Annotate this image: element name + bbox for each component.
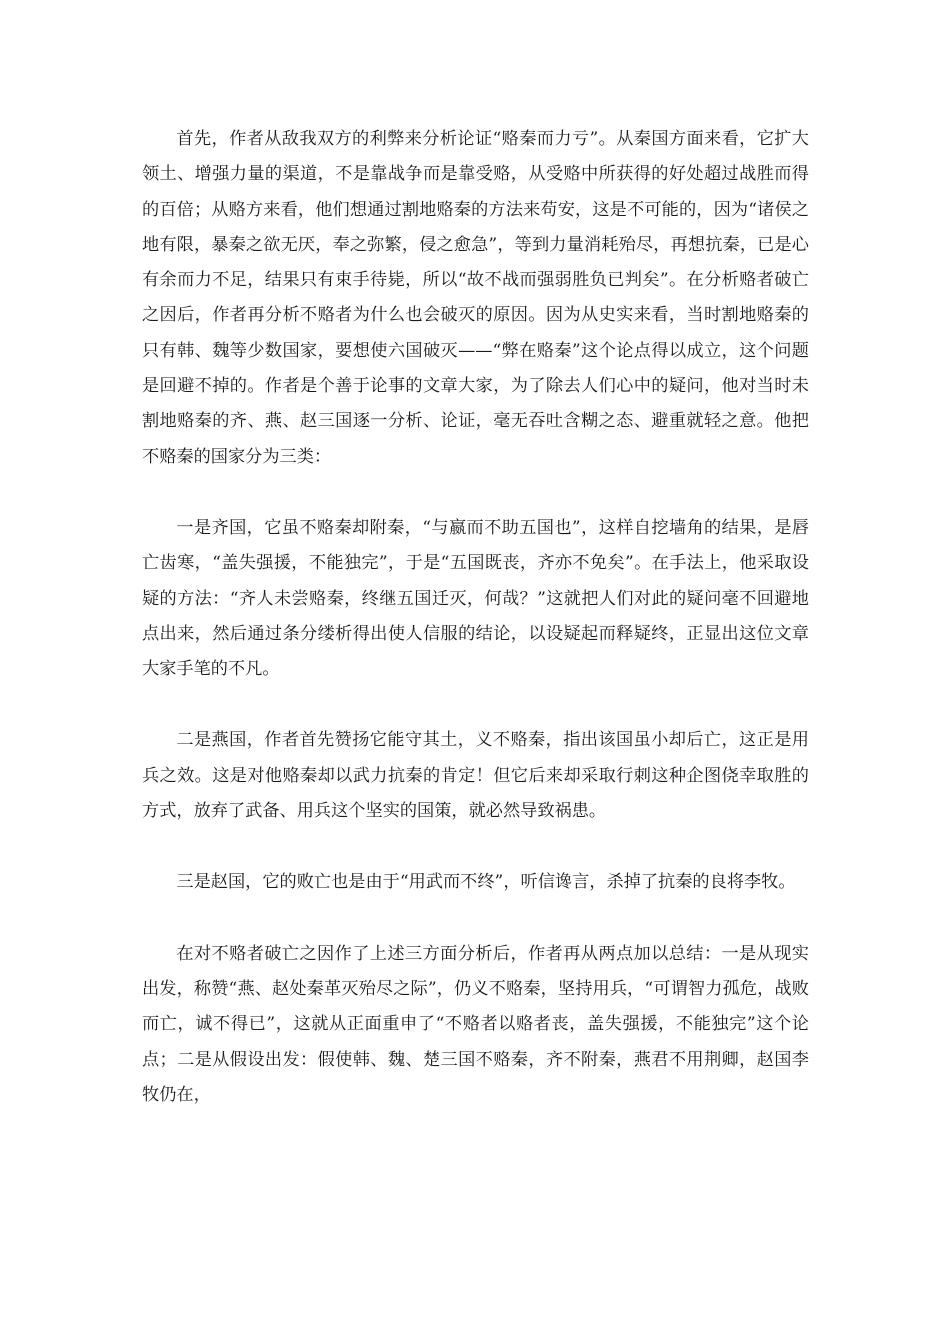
paragraph-spacer — [142, 475, 809, 511]
paragraph-spacer — [142, 901, 809, 937]
paragraph-2: 一是齐国，它虽不赂秦却附秦，“与嬴而不助五国也”，这样自挖墙角的结果，是唇亡齿寒，“盖失强援，不能独完”，于是“五国既丧，齐亦不免矣”。在手法上，他采取设疑的方法：“齐人未尝赂秦，终继五国迁灭，何哉？”这就把人们对此的疑问毫不回避地点出来，然后通过条分缕析得出使人信服的结论，以设疑起而释疑终，正显出这位文章大家手笔的不凡。 — [142, 517, 809, 680]
paragraph-spacer — [142, 829, 809, 865]
paragraph-4: 三是赵国，它的败亡也是由于“用武而不终”，听信谗言，杀掉了抗秦的良将李牧。 — [176, 872, 796, 893]
document-body — [142, 122, 809, 1113]
paragraph-spacer — [142, 687, 809, 723]
paragraph-5: 在对不赂者破亡之因作了上述三方面分析后，作者再从两点加以总结：一是从现实出发，称赞“燕、赵处秦革灭殆尽之际”，仍义不赂秦，坚持用兵，“可谓智力孤危，战败而亡，诚不得已”，这就从正面重申了“不赂者以赂者丧，盖失强援，不能独完”这个论点；二是从假设出发：假使韩、魏、楚三国不赂秦，齐不附秦，燕君不用荆卿，赵国李牧仍在， — [142, 943, 809, 1105]
paragraph-1: 首先，作者从敌我双方的利弊来分析论证“赂秦而力亏”。从秦国方面来看，它扩大领土、增强力量的渠道，不是靠战争而是靠受赂，从受赂中所获得的好处超过战胜而得的百倍；从赂方来看，他们想通过割地赂秦的方法来苟安，这是不可能的，因为“诸侯之地有限，暴秦之欲无厌，奉之弥繁，侵之愈急”，等到力量消耗殆尽，再想抗秦，已是心有余而力不足，结果只有束手待毙，所以“故不战而强弱胜负已判矣”。在分析赂者破亡之因后，作者再分析不赂者为什么也会破灭的原因。因为从史实来看，当时割地赂秦的只有韩、魏等少数国家，要想使六国破灭——“弊在赂秦”这个论点得以成立，这个问题是回避不掉的。作者是个善于论事的文章大家，为了除去人们心中的疑问，他对当时未割地赂秦的齐、燕、赵三国逐一分析、论证，毫无吞吐含糊之态、避重就轻之意。他把不赂秦的国家分为三类： — [142, 129, 809, 467]
paragraph-3: 二是燕国，作者首先赞扬它能守其土，义不赂秦，指出该国虽小却后亡，这正是用兵之效。这是对他赂秦却以武力抗秦的肯定！但它后来却采取行刺这种企图侥幸取胜的方式，放弃了武备、用兵这个坚实的国策，就必然导致祸患。 — [142, 730, 809, 822]
